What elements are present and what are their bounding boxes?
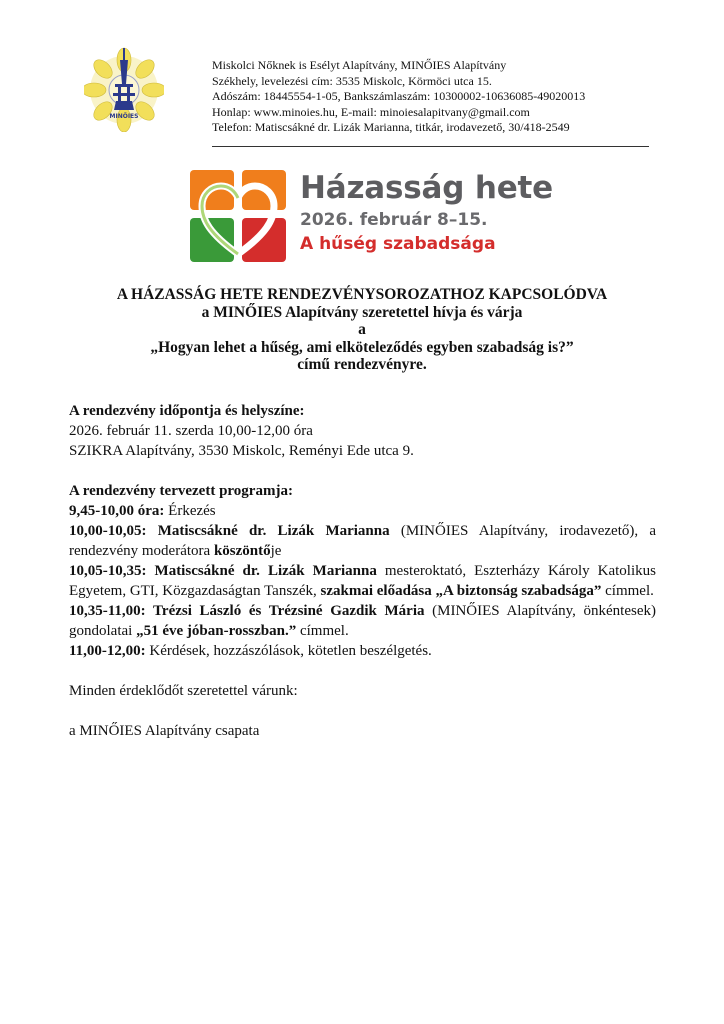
- program-time: 10,00-10,05:: [69, 523, 147, 539]
- program-text: Érkezés: [164, 503, 216, 519]
- program-highlight: „51 éve jóban-rosszban.”: [136, 623, 297, 639]
- heading-line: a MINŐIES Alapítvány szeretettel hívja és várja: [201, 303, 523, 321]
- invitation-heading: [40, 286, 684, 374]
- program-time: 10,35-11,00:: [69, 603, 146, 619]
- program-item: [69, 501, 656, 521]
- program-label: A rendezvény tervezett programja:: [69, 483, 293, 499]
- program-item: [69, 521, 656, 561]
- closing-line: Minden érdeklődőt szeretettel várunk:: [69, 683, 298, 699]
- heading-line: a: [358, 321, 366, 339]
- program-highlight: szakmai előadása „A biztonság szabadsága”: [320, 583, 602, 599]
- banner-title: Házasság hete: [300, 170, 553, 206]
- banner-motto: A hűség szabadsága: [300, 234, 496, 254]
- program-text: Kérdések, hozzászólások, kötetlen beszélgetés.: [145, 643, 432, 659]
- program-time: 9,45-10,00 óra:: [69, 503, 165, 519]
- logo-label: MINŐIES: [109, 113, 139, 120]
- program-time: 10,05-10,35:: [69, 563, 147, 579]
- program-text: je: [270, 543, 282, 559]
- letterhead-line: Telefon: Matiscsákné dr. Lizák Marianna, titkár, irodavezető, 30/418-2549: [212, 120, 570, 135]
- invitation-body: [69, 401, 656, 741]
- venue-when: 2026. február 11. szerda 10,00-12,00 óra: [69, 423, 313, 439]
- program-speaker: Matiscsákné dr. Lizák Marianna: [146, 523, 390, 539]
- program-speaker: Matiscsákné dr. Lizák Marianna: [146, 563, 377, 579]
- letterhead-line: Miskolci Nőknek is Esélyt Alapítvány, MINŐIES Alapítvány: [212, 58, 507, 72]
- heading-line: című rendezvényre.: [297, 356, 427, 374]
- program-text: címmel.: [601, 583, 654, 599]
- letterhead: [212, 58, 585, 136]
- program-highlight: köszöntő: [213, 543, 271, 559]
- program-text: (MINŐIES Alapítvány, önkéntesek) gondolatai: [69, 603, 656, 639]
- program-text: mesteroktató, Eszterházy Károly Katolikus Egyetem, GTI, Közgazdaságtan Tanszék,: [69, 563, 656, 599]
- marriage-week-logo: [190, 170, 290, 262]
- foundation-logo: [84, 44, 164, 132]
- heading-line: A HÁZASSÁG HETE RENDEZVÉNYSOROZATHOZ KAPCSOLÓDVA: [116, 286, 608, 303]
- letterhead-line: Adószám: 18445554-1-05, Bankszámlaszám: 10300002-10636085-49020013: [212, 89, 586, 104]
- program-item: [69, 641, 656, 661]
- program-text: (MINŐIES Alapítvány, irodavezető), a rendezvény moderátora: [69, 523, 656, 559]
- program-time: 11,00-12,00:: [69, 643, 146, 659]
- heading-line: „Hogyan lehet a hűség, ami elköteleződés egyben szabadság is?”: [150, 338, 574, 356]
- signature: a MINŐIES Alapítvány csapata: [69, 723, 260, 739]
- venue-where: SZIKRA Alapítvány, 3530 Miskolc, Reményi Ede utca 9.: [69, 443, 414, 459]
- letterhead-line: Székhely, levelezési cím: 3535 Miskolc, Körmöci utca 15.: [212, 73, 492, 88]
- program-item: [69, 601, 656, 641]
- banner-date: 2026. február 8–15.: [300, 210, 488, 230]
- letterhead-line: Honlap: www.minoies.hu, E-mail: minoiesalapitvany@gmail.com: [212, 104, 530, 119]
- program-speaker: Trézsi László és Trézsiné Gazdik Mária: [145, 603, 425, 619]
- program-item: [69, 561, 656, 601]
- venue-label: A rendezvény időpontja és helyszíne:: [69, 403, 305, 419]
- letterhead-divider: [212, 146, 649, 147]
- program-text: címmel.: [296, 623, 349, 639]
